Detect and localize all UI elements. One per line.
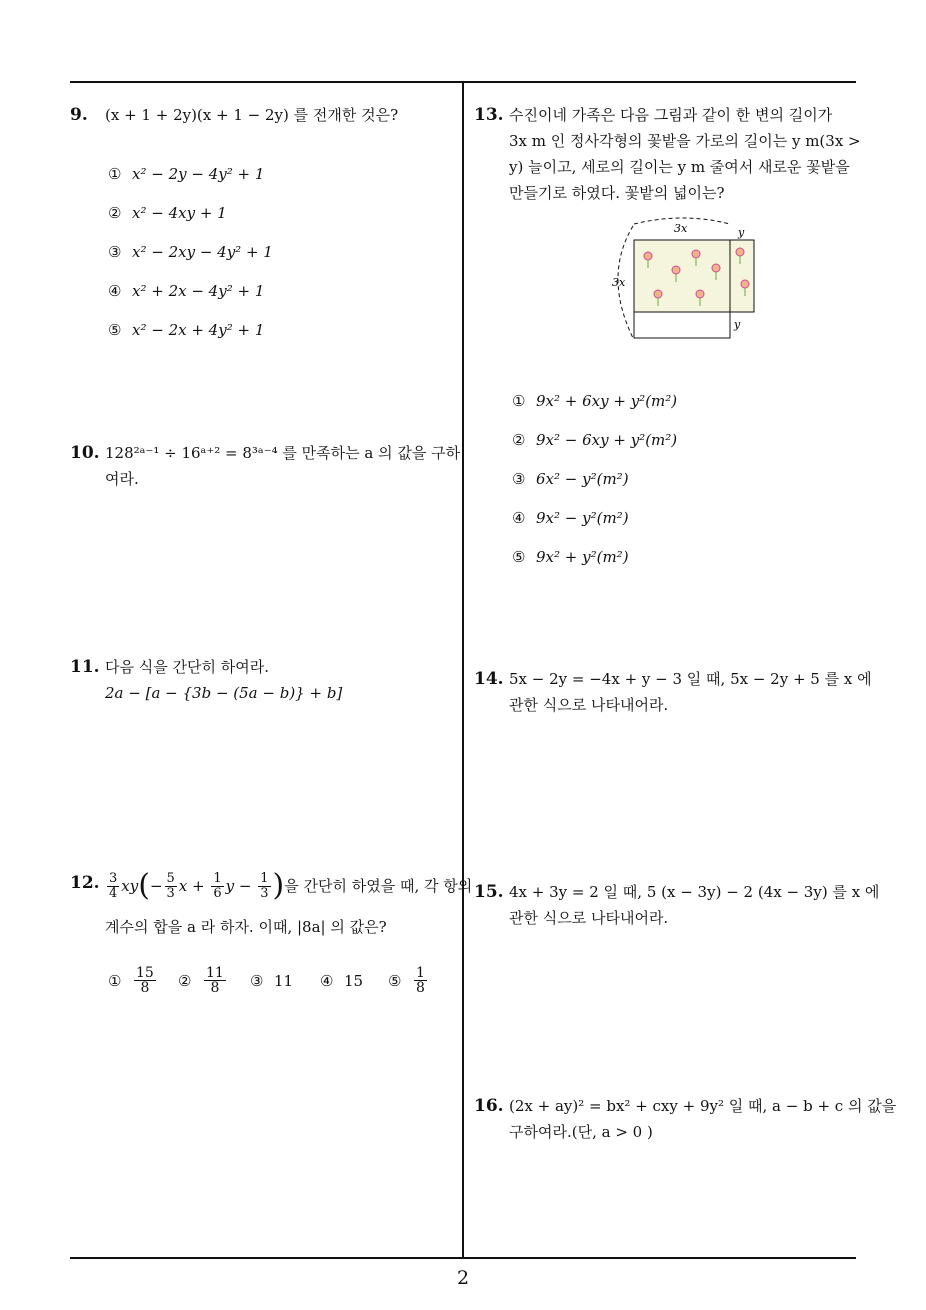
question-text-line2: 여라. (105, 470, 139, 488)
question-number: 12. (70, 873, 100, 893)
question-text-line1: 128²ᵃ⁻¹ ÷ 16ᵃ⁺² = 8³ᵃ⁻⁴ 를 만족하는 a 의 값을 구하 (105, 444, 461, 462)
question-text-line1: 다음 식을 간단히 하여라. (105, 658, 269, 676)
flower-garden-figure (608, 216, 768, 346)
question-text-line2: 관한 식으로 나타내어라. (509, 909, 669, 927)
question-text-line1: 4x + 3y = 2 일 때, 5 (x − 3y) − 2 (4x − 3y) 를 x 에 (509, 883, 880, 901)
choice-3[interactable]: ③ 11 (250, 971, 294, 990)
question-text-line1: (2x + ay)² = bx² + cxy + 9y² 일 때, a − b + c 의 값을 (509, 1097, 897, 1115)
bottom-rule (70, 1257, 856, 1259)
fraction: $\frac{1}{3}$ (260, 870, 269, 901)
question-text-line2: 3x m 인 정사각형의 꽃밭을 가로의 길이는 y m(3x > (509, 132, 861, 150)
column-divider (462, 82, 464, 1258)
question-number: 9. (70, 105, 88, 125)
question-text-line2: 구하여라.(단, a > 0 ) (509, 1123, 653, 1141)
choice-5[interactable]: ⑤ x² − 2x + 4y² + 1 (108, 321, 265, 339)
question-13 (474, 102, 859, 572)
choice-4[interactable]: ④ 9x² − y²(m²) (512, 509, 629, 527)
label-top: 3x (674, 222, 688, 235)
choice-list (108, 966, 429, 995)
question-10 (70, 440, 460, 500)
question-number: 10. (70, 443, 100, 463)
question-text-line2: 관한 식으로 나타내어라. (509, 696, 669, 714)
choice-4[interactable]: ④ x² + 2x − 4y² + 1 (108, 282, 265, 300)
question-9 (70, 102, 455, 362)
question-text-line2: 계수의 합을 a 라 하자. 이때, |8a| 의 값은? (105, 918, 387, 936)
label-left: 3x (612, 276, 626, 289)
question-14 (474, 666, 872, 726)
choice-list (108, 161, 273, 356)
question-number: 11. (70, 657, 100, 677)
question-number: 15. (474, 882, 504, 902)
question-text-line1: 수진이네 가족은 다음 그림과 같이 한 변의 길이가 (509, 106, 833, 124)
choice-2[interactable]: ② 9x² − 6xy + y²(m²) (512, 431, 678, 449)
question-number: 16. (474, 1096, 504, 1116)
label-right-bottom: y (734, 318, 741, 331)
choice-1[interactable]: ① $\frac{15}{8}$ (108, 965, 154, 996)
question-text-line1: 5x − 2y = −4x + y − 3 일 때, 5x − 2y + 5 를 x 에 (509, 670, 872, 688)
question-15 (474, 879, 880, 939)
question-number: 13. (474, 105, 504, 125)
question-text-line3: y) 늘이고, 세로의 길이는 y m 줄여서 새로운 꽃밭을 (509, 158, 850, 176)
choice-3[interactable]: ③ 6x² − y²(m²) (512, 470, 629, 488)
question-11 (70, 654, 460, 714)
choice-4[interactable]: ④ 15 (320, 971, 364, 990)
choice-3[interactable]: ③ x² − 2xy − 4y² + 1 (108, 243, 273, 261)
question-expression: 2a − [a − {3b − (5a − b)} + b] (105, 684, 343, 702)
choice-1[interactable]: ① x² − 2y − 4y² + 1 (108, 165, 265, 183)
choice-2[interactable]: ② x² − 4xy + 1 (108, 204, 227, 222)
choice-list (512, 388, 677, 583)
question-text-line1: $\frac{3}{4}$ xy ( − $\frac{5}{3}$ x + $\frac{1}{6}$ y − $\frac{1}{3}$ ) 을 간단히 하였을 때, 각 항의 (109, 868, 473, 903)
question-number: 14. (474, 669, 504, 689)
label-right-top: y (738, 226, 745, 239)
question-text: (x + 1 + 2y)(x + 1 − 2y) 를 전개한 것은? (105, 106, 399, 124)
choice-2[interactable]: ② $\frac{11}{8}$ (178, 965, 224, 996)
choice-1[interactable]: ① 9x² + 6xy + y²(m²) (512, 392, 678, 410)
fraction: $\frac{3}{4}$ (109, 870, 118, 901)
fraction: $\frac{1}{6}$ (213, 870, 222, 901)
question-16 (474, 1093, 897, 1153)
page-number: 2 (456, 1267, 470, 1289)
question-12 (70, 868, 473, 1010)
fraction: $\frac{5}{3}$ (166, 870, 175, 901)
choice-5[interactable]: ⑤ $\frac{1}{8}$ (388, 965, 425, 996)
question-text-line4: 만들기로 하였다. 꽃밭의 넓이는? (509, 184, 725, 202)
choice-5[interactable]: ⑤ 9x² + y²(m²) (512, 548, 629, 566)
